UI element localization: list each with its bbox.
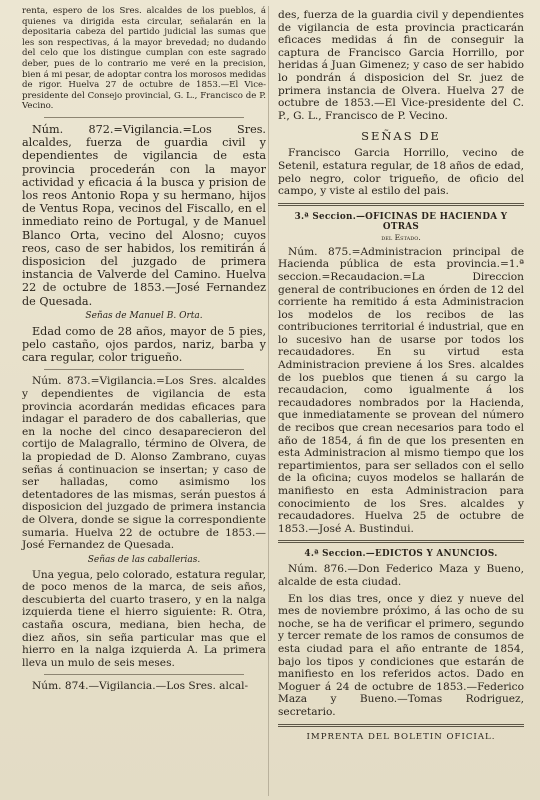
column-divider: [268, 6, 269, 796]
section-rule: [278, 540, 524, 543]
notice-876-header: Núm. 876.—Don Federico Maza y Bueno, alcalde de esta ciudad.: [278, 563, 524, 588]
circular-ending-paragraph: renta, espero de los Sres. alcaldes de los pueblos, á quienes va dirigida esta circular, señalarán en la depositaria cabeza del partido judicial las sumas que les son respectivas, á la mayor brevedad; no dudando del celo que los distingue cumplan con este sagrado deber, pues de lo contrario me veré en la precision, bien á mi pesar, de adoptar contra los morosos medidas de rigor. Huelva 27 de octubre de 1853.—El Vice-presidente del Consejo provincial, G. L., Francisco de P. Vecino.: [22, 6, 266, 112]
section-rule: [278, 203, 524, 206]
signs-874-heading: SEÑAS DE: [361, 129, 441, 144]
section-4-title: 4.ª Seccion.—EDICTOS Y ANUNCIOS.: [304, 549, 498, 560]
notice-872: Núm. 872.=Vigilancia.=Los Sres. alcaldes, fuerza de guardia civil y dependientes de vigilancia de esta provincia procederán con la mayor actividad y eficacia á la busca y prision de los reos Antonio Ropa y su hermano, hijos de Ventus Ropa, vecinos del Fiscallo, en el inmediato reino de Portugal, y de Manuel Blanco Orta, vecino del Alosno; cuyos reos, caso de ser habidos, los remitirán á disposicion del juzgado de primera instancia de Valverde del Camino. Huelva 22 de octubre de 1853.—José Fernandez de Quesada.: [22, 122, 266, 308]
printer-footer: IMPRENTA DEL BOLETIN OFICIAL.: [306, 731, 496, 742]
signs-873-heading: Señas de las caballerias.: [87, 554, 201, 565]
signs-872-text: Edad como de 28 años, mayor de 5 pies, pelo castaño, ojos pardos, nariz, barba y cara regular, color trigueño.: [22, 324, 266, 365]
notice-873: Núm. 873.=Vigilancia.=Los Sres. alcaldes y dependientes de vigilancia de esta provincia acordarán medidas eficaces para indagar el paradero de dos caballerias, que en la noche del cinco desaparecieron del cortijo de Malagrallo, término de Olvera, de la propiedad de D. Alonso Zambrano, cuyas señas á continuacion se insertan; y caso de ser halladas, como asimismo los detentadores de las mismas, serán puestos á disposicion del juzgado de primera instancia de Olvera, donde se sigue la correspondiente sumaria. Huelva 22 de octubre de 1853.—José Fernandez de Quesada.: [22, 375, 266, 552]
signs-873-text: Una yegua, pelo colorado, estatura regular, de poco menos de la marca, de seis años, descubierta del cuarto trasero, y en la nalga izquierda tiene el hierro siguiente: R. Otra, castaña oscura, mediana, bien hecha, de diez años, sin seña particular mas que el hierro en la nalga izquierda A. La primera lleva un mulo de seis meses.: [22, 568, 266, 669]
notice-874-continued: des, fuerza de la guardia civil y dependientes de vigilancia de esta provincia practicarán eficaces medidas á fin de conseguir la captura de Francisco Garcia Horrillo, por heridas á Juan Gimenez; y caso de ser habido lo pondrán á disposicion del Sr. juez de primera instancia de Olvera. Huelva 27 de octubre de 1853.—El Vice-presidente del C. P., G. L., Francisco de P. Vecino.: [278, 9, 524, 122]
notice-875: Núm. 875.=Administracion principal de Hacienda pública de esta provincia.=1.ª seccion.=Recaudacion.=La Direccion general de contribuciones en órden de 12 del corriente ha remitido á esta Administracion los modelos de los recibos de las contribuciones territorial é industrial, que en lo sucesivo han de usarse por todos los recaudadores. En su virtud esta Administracion previene á los Sres. alcaldes de los pueblos que tienen á su cargo la recaudacion, como igualmente á los recaudadores nombrados por la Hacienda, que inmediatamente se provean del número de recibos que crean necesarios para todo el año de 1854, á fin de que los presenten en esta Administracion al mismo tiempo que los repartimientos, para ser sellados con el sello de la oficina; cuyos modelos se hallarán de manifiesto en esta Administracion para conocimiento de los Sres. alcaldes y recaudadores. Huelva 25 de octubre de 1853.—José A. Bustindui.: [278, 245, 524, 535]
right-column: [278, 6, 524, 742]
separator-rule: [44, 674, 244, 675]
left-column: [22, 6, 266, 693]
footer-rule: [278, 724, 524, 727]
signs-872-heading: Señas de Manuel B. Orta.: [85, 310, 203, 321]
separator-rule: [44, 117, 244, 118]
section-3-subtitle: del Estado.: [381, 232, 421, 242]
section-3-title: 3.ª Seccion.—OFICINAS DE HACIENDA Y OTRAS: [294, 211, 508, 232]
separator-rule: [44, 369, 244, 370]
signs-874-text: Francisco Garcia Horrillo, vecino de Setenil, estatura regular, de 18 años de edad, pelo negro, color trigueño, de oficio del campo, y viste al estilo del pais.: [278, 147, 524, 198]
notice-874-start: Núm. 874.—Vigilancia.—Los Sres. alcal-: [32, 680, 249, 693]
notice-876-body: En los dias tres, once y diez y nueve del mes de noviembre próximo, á las ocho de su noche, se ha de verificar el primero, segundo y tercer remate de los ramos de consumos de esta ciudad para el año entrante de 1854, bajo los tipos y condiciones que estarán de manifiesto en los referidos actos. Dado en Moguer á 24 de octubre de 1853.—Federico Maza y Bueno.—Tomas Rodriguez, secretario.: [278, 592, 524, 718]
